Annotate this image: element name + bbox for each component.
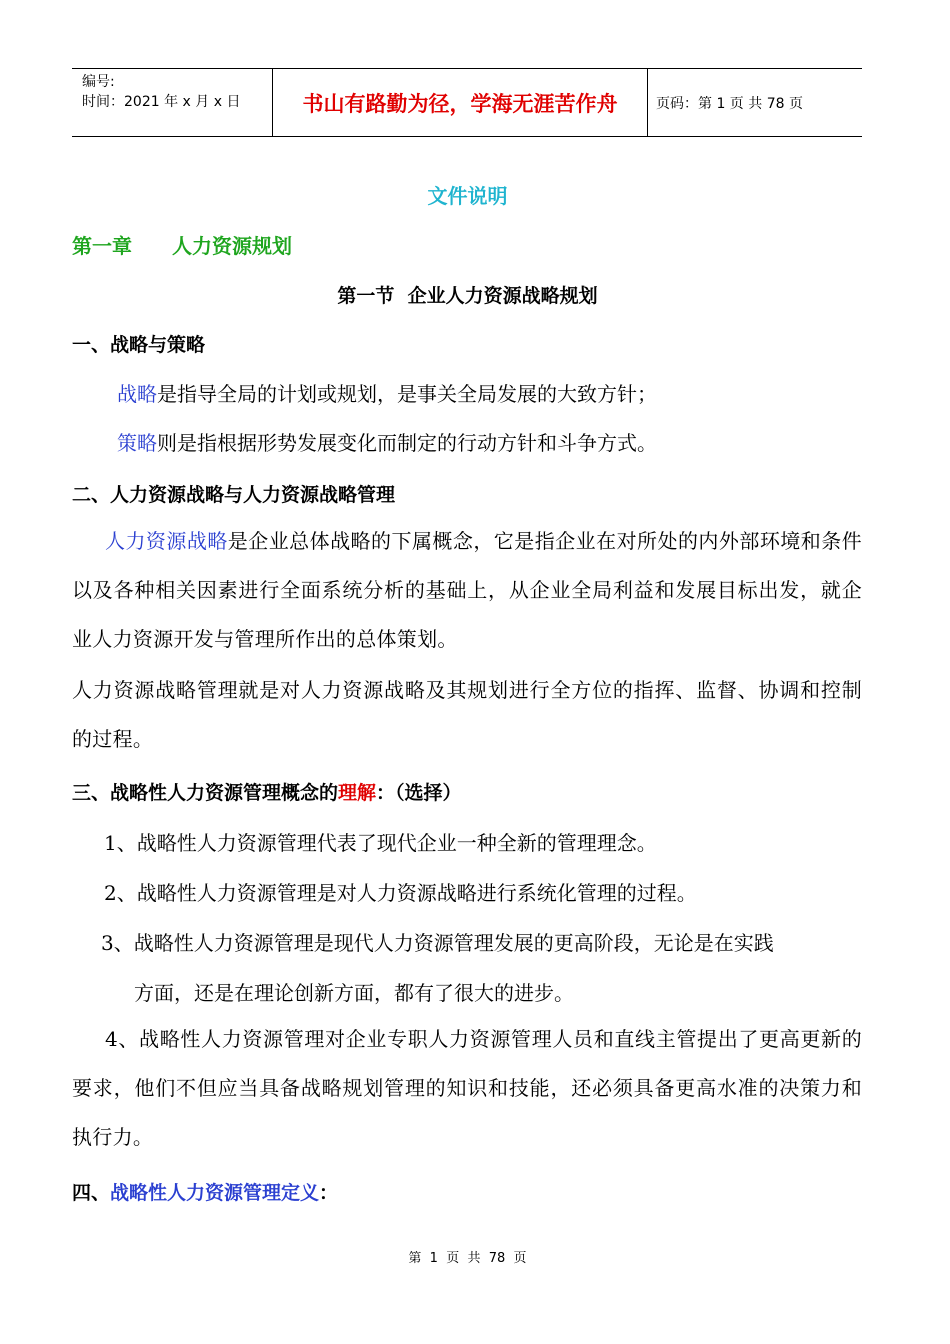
list-item-1: 1、战略性人力资源管理代表了现代企业一种全新的管理理念。: [104, 831, 657, 855]
heading-understanding: [72, 778, 462, 805]
header-motto: 书山有路勤为径，学海无涯苦作舟: [273, 69, 648, 136]
header-meta: [72, 69, 273, 136]
heading-definition-prefix: 四、: [72, 1182, 111, 1204]
chapter-heading: [72, 230, 292, 259]
paragraph-hr-strategy: [72, 517, 862, 664]
list-item-3-continued: 方面，还是在理论创新方面，都有了很大的进步。: [134, 981, 574, 1005]
paragraph-hr-strategy-management: 人力资源战略管理就是对人力资源战略及其规划进行全方位的指挥、监督、协调和控制的过程。: [72, 678, 862, 751]
number-label: 编号:: [82, 74, 115, 90]
definition-tactics: [117, 427, 657, 456]
heading-understanding-highlight: 理解: [338, 782, 377, 804]
page-footer: 第 1 页 共 78 页: [408, 1251, 527, 1266]
term-hr-strategy: 人力资源战略: [105, 529, 228, 553]
term-strategy: 战略: [117, 382, 157, 406]
chapter-title: 人力资源规划: [172, 234, 292, 258]
time-label: 时间：2021 年 x 月 x 日: [82, 94, 241, 110]
list-item-2: 2、战略性人力资源管理是对人力资源战略进行系统化管理的过程。: [104, 881, 697, 905]
heading-definition: [72, 1178, 338, 1205]
definition-strategy: [117, 378, 657, 407]
paragraph-hr-strategy-text: 是企业总体战略的下属概念，它是指企业在对所处的内外部环境和条件以及各种相关因素进行全面系统分析的基础上，从企业全局利益和发展目标出发，就企业人力资源开发与管理所作出的总体策划。: [72, 529, 862, 651]
heading-understanding-suffix: ：（选择）: [376, 782, 462, 804]
chapter-number: 第一章: [72, 234, 132, 258]
heading-strategy: 一、战略与策略: [72, 334, 206, 356]
definition-tactics-text: 则是指根据形势发展变化而制定的行动方针和斗争方式。: [157, 431, 657, 455]
header-page-info: 页码：第 1 页 共 78 页: [656, 95, 803, 112]
heading-hr-strategy: 二、人力资源战略与人力资源战略管理: [72, 484, 396, 506]
document-title: 文件说明: [427, 184, 508, 208]
term-tactics: 策略: [117, 431, 157, 455]
section-title: 第一节 企业人力资源战略规划: [337, 285, 598, 307]
heading-definition-suffix: ：: [319, 1182, 339, 1204]
document-header: [72, 68, 862, 137]
list-item-4: 4、战略性人力资源管理对企业专职人力资源管理人员和直线主管提出了更高更新的要求，他们不但应当具备战略规划管理的知识和技能，还必须具备更高水准的决策力和执行力。: [72, 1027, 862, 1149]
heading-definition-highlight: 战略性人力资源管理定义: [110, 1182, 320, 1204]
definition-strategy-text: 是指导全局的计划或规划，是事关全局发展的大致方针；: [157, 382, 657, 406]
list-item-3: 3、战略性人力资源管理是现代人力资源管理发展的更高阶段，无论是在实践: [101, 931, 774, 955]
heading-understanding-prefix: 三、战略性人力资源管理概念的: [72, 782, 339, 804]
